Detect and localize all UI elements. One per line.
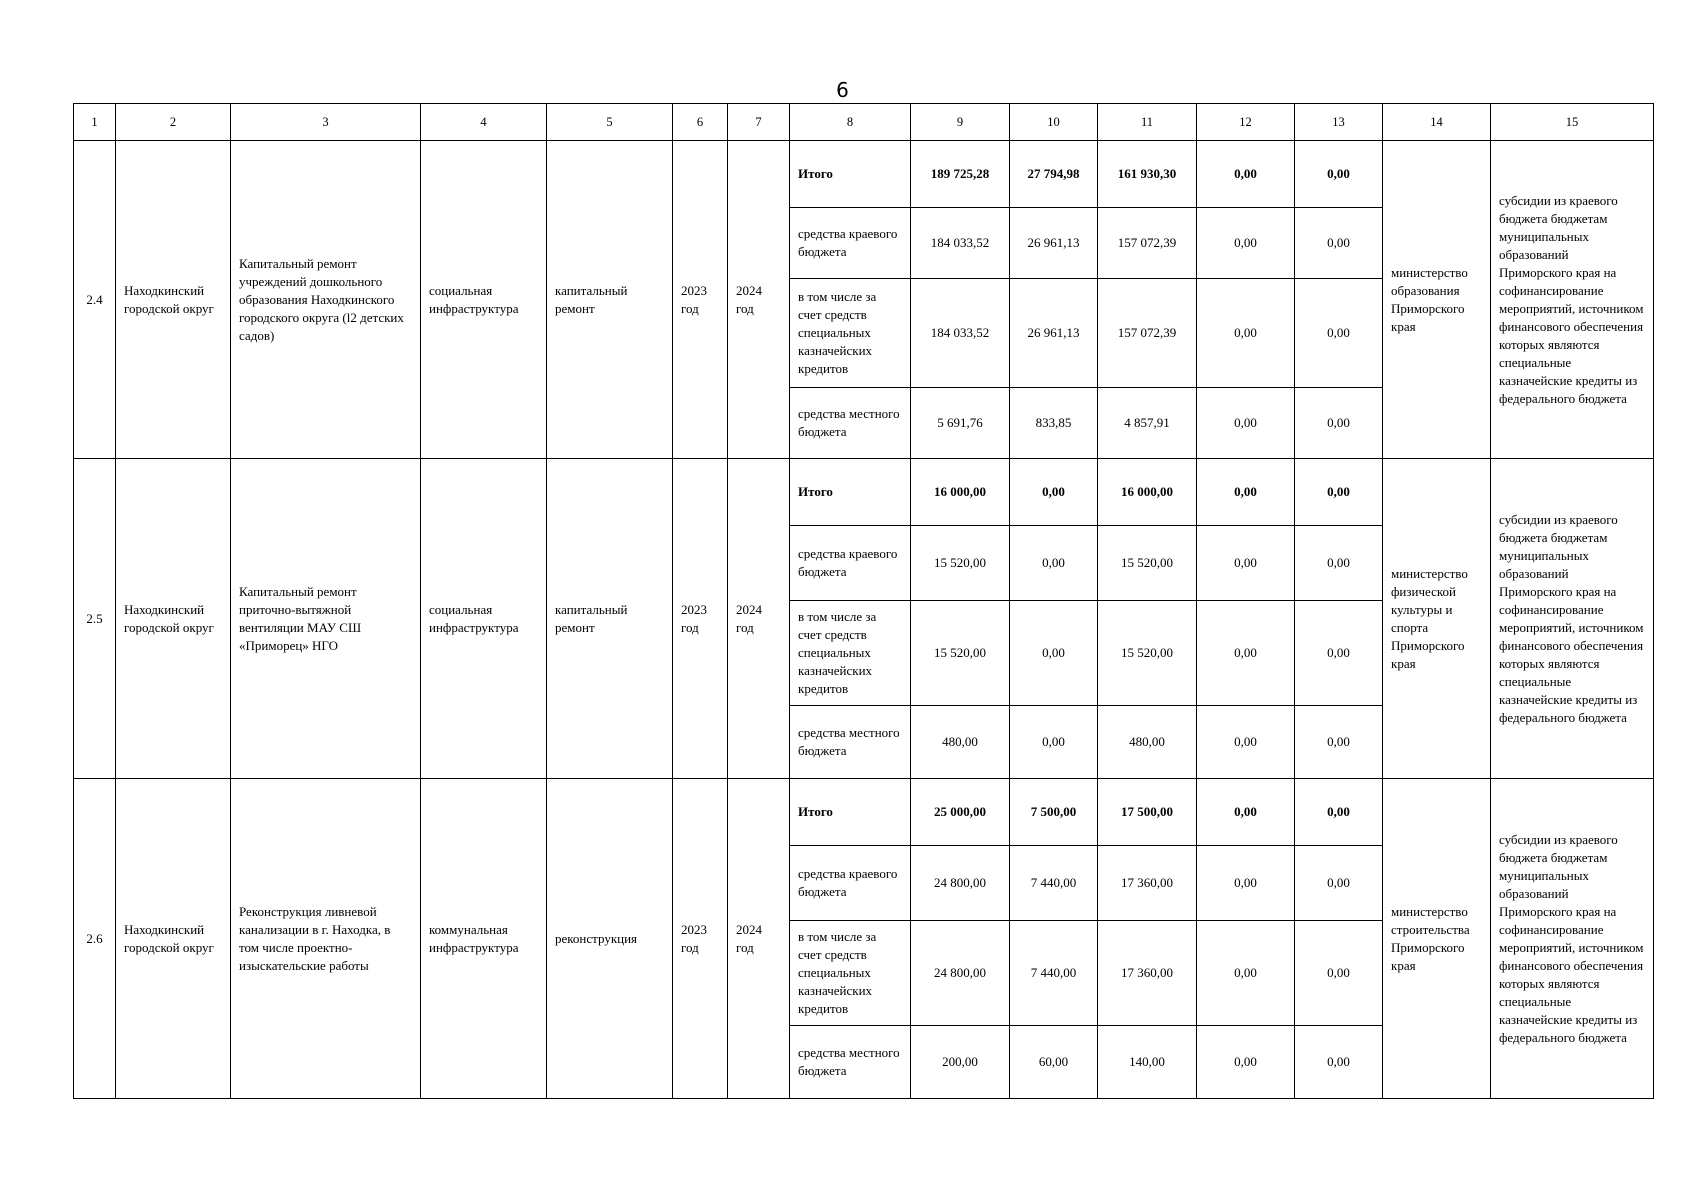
value-col-13: 0,00 <box>1295 921 1383 1026</box>
value-col-11: 140,00 <box>1098 1026 1197 1099</box>
value-col-10: 27 794,98 <box>1010 141 1098 208</box>
project-funding-source: субсидии из краевого бюджета бюджетам муниципальных образований Приморского края на софинансирование мероприятий, источником финансового обеспечения которых являются специальные казначейские кредиты из федерального бюджета <box>1491 459 1654 779</box>
value-col-10: 7 500,00 <box>1010 779 1098 846</box>
project-name: Капитальный ремонт приточно-вытяжной вентиляции МАУ СШ «Приморец» НГО <box>231 459 421 779</box>
project-funding-source: субсидии из краевого бюджета бюджетам муниципальных образований Приморского края на софинансирование мероприятий, источником финансового обеспечения которых являются специальные казначейские кредиты из федерального бюджета <box>1491 779 1654 1099</box>
value-col-11: 17 360,00 <box>1098 846 1197 921</box>
project-sector: социальная инфраструктура <box>421 141 547 459</box>
value-col-12: 0,00 <box>1197 459 1295 526</box>
value-col-9: 15 520,00 <box>911 601 1010 706</box>
value-col-13: 0,00 <box>1295 1026 1383 1099</box>
value-col-11: 16 000,00 <box>1098 459 1197 526</box>
value-col-12: 0,00 <box>1197 706 1295 779</box>
value-col-12: 0,00 <box>1197 141 1295 208</box>
value-col-11: 157 072,39 <box>1098 208 1197 279</box>
project-funding-source: субсидии из краевого бюджета бюджетам муниципальных образований Приморского края на софинансирование мероприятий, источником финансового обеспечения которых являются специальные казначейские кредиты из федерального бюджета <box>1491 141 1654 459</box>
funding-label: средства краевого бюджета <box>790 208 911 279</box>
value-col-9: 200,00 <box>911 1026 1010 1099</box>
value-col-9: 189 725,28 <box>911 141 1010 208</box>
project-ministry: министерство образования Приморского края <box>1383 141 1491 459</box>
table-row <box>74 779 1654 846</box>
value-col-9: 184 033,52 <box>911 279 1010 388</box>
value-col-9: 24 800,00 <box>911 921 1010 1026</box>
column-number: 6 <box>673 104 728 141</box>
column-number-row <box>74 104 1654 141</box>
funding-label: Итого <box>790 779 911 846</box>
value-col-9: 184 033,52 <box>911 208 1010 279</box>
project-start-year: 2023 год <box>673 779 728 1099</box>
column-number: 12 <box>1197 104 1295 141</box>
column-number: 8 <box>790 104 911 141</box>
value-col-9: 480,00 <box>911 706 1010 779</box>
column-number: 13 <box>1295 104 1383 141</box>
project-name: Капитальный ремонт учреждений дошкольного образования Находкинского городского округа (l2 детских садов) <box>231 141 421 459</box>
value-col-10: 833,85 <box>1010 388 1098 459</box>
value-col-13: 0,00 <box>1295 779 1383 846</box>
table-row <box>74 141 1654 208</box>
value-col-11: 4 857,91 <box>1098 388 1197 459</box>
value-col-12: 0,00 <box>1197 779 1295 846</box>
project-sector: коммунальная инфраструктура <box>421 779 547 1099</box>
page-number: 6 <box>836 78 849 102</box>
value-col-9: 25 000,00 <box>911 779 1010 846</box>
value-col-10: 7 440,00 <box>1010 921 1098 1026</box>
value-col-9: 5 691,76 <box>911 388 1010 459</box>
value-col-13: 0,00 <box>1295 706 1383 779</box>
value-col-10: 0,00 <box>1010 459 1098 526</box>
value-col-9: 24 800,00 <box>911 846 1010 921</box>
value-col-10: 0,00 <box>1010 526 1098 601</box>
value-col-13: 0,00 <box>1295 526 1383 601</box>
project-work-type: капитальный ремонт <box>547 141 673 459</box>
value-col-13: 0,00 <box>1295 388 1383 459</box>
project-id: 2.5 <box>74 459 116 779</box>
project-start-year: 2023 год <box>673 141 728 459</box>
funding-label: средства краевого бюджета <box>790 526 911 601</box>
column-number: 10 <box>1010 104 1098 141</box>
value-col-12: 0,00 <box>1197 921 1295 1026</box>
value-col-12: 0,00 <box>1197 208 1295 279</box>
value-col-12: 0,00 <box>1197 279 1295 388</box>
value-col-10: 7 440,00 <box>1010 846 1098 921</box>
project-district: Находкинский городской округ <box>116 141 231 459</box>
project-sector: социальная инфраструктура <box>421 459 547 779</box>
value-col-10: 60,00 <box>1010 1026 1098 1099</box>
value-col-13: 0,00 <box>1295 601 1383 706</box>
project-work-type: реконструкция <box>547 779 673 1099</box>
table-row <box>74 459 1654 526</box>
column-number: 5 <box>547 104 673 141</box>
value-col-12: 0,00 <box>1197 526 1295 601</box>
value-col-10: 26 961,13 <box>1010 279 1098 388</box>
project-end-year: 2024 год <box>728 459 790 779</box>
funding-label: в том числе за счет средств специальных казначейских кредитов <box>790 601 911 706</box>
column-number: 3 <box>231 104 421 141</box>
project-district: Находкинский городской округ <box>116 779 231 1099</box>
column-number: 14 <box>1383 104 1491 141</box>
project-id: 2.6 <box>74 779 116 1099</box>
funding-label: средства местного бюджета <box>790 388 911 459</box>
value-col-10: 26 961,13 <box>1010 208 1098 279</box>
column-number: 11 <box>1098 104 1197 141</box>
column-number: 1 <box>74 104 116 141</box>
value-col-13: 0,00 <box>1295 141 1383 208</box>
funding-label: средства краевого бюджета <box>790 846 911 921</box>
value-col-11: 17 500,00 <box>1098 779 1197 846</box>
project-id: 2.4 <box>74 141 116 459</box>
value-col-13: 0,00 <box>1295 459 1383 526</box>
project-district: Находкинский городской округ <box>116 459 231 779</box>
value-col-11: 161 930,30 <box>1098 141 1197 208</box>
value-col-11: 17 360,00 <box>1098 921 1197 1026</box>
value-col-11: 15 520,00 <box>1098 601 1197 706</box>
value-col-11: 157 072,39 <box>1098 279 1197 388</box>
project-ministry: министерство физической культуры и спорта Приморского края <box>1383 459 1491 779</box>
column-number: 7 <box>728 104 790 141</box>
value-col-13: 0,00 <box>1295 208 1383 279</box>
value-col-12: 0,00 <box>1197 388 1295 459</box>
project-end-year: 2024 год <box>728 141 790 459</box>
value-col-10: 0,00 <box>1010 706 1098 779</box>
value-col-11: 480,00 <box>1098 706 1197 779</box>
funding-label: средства местного бюджета <box>790 1026 911 1099</box>
project-end-year: 2024 год <box>728 779 790 1099</box>
value-col-9: 15 520,00 <box>911 526 1010 601</box>
funding-label: в том числе за счет средств специальных казначейских кредитов <box>790 279 911 388</box>
project-start-year: 2023 год <box>673 459 728 779</box>
funding-label: средства местного бюджета <box>790 706 911 779</box>
value-col-12: 0,00 <box>1197 846 1295 921</box>
value-col-13: 0,00 <box>1295 846 1383 921</box>
project-work-type: капитальный ремонт <box>547 459 673 779</box>
column-number: 9 <box>911 104 1010 141</box>
project-name: Реконструкция ливневой канализации в г. Находка, в том числе проектно-изыскательские работы <box>231 779 421 1099</box>
column-number: 2 <box>116 104 231 141</box>
funding-label: Итого <box>790 141 911 208</box>
column-number: 15 <box>1491 104 1654 141</box>
value-col-12: 0,00 <box>1197 1026 1295 1099</box>
value-col-10: 0,00 <box>1010 601 1098 706</box>
value-col-13: 0,00 <box>1295 279 1383 388</box>
column-number: 4 <box>421 104 547 141</box>
funding-label: в том числе за счет средств специальных казначейских кредитов <box>790 921 911 1026</box>
value-col-11: 15 520,00 <box>1098 526 1197 601</box>
value-col-12: 0,00 <box>1197 601 1295 706</box>
budget-table <box>73 103 1654 1099</box>
funding-label: Итого <box>790 459 911 526</box>
value-col-9: 16 000,00 <box>911 459 1010 526</box>
project-ministry: министерство строительства Приморского края <box>1383 779 1491 1099</box>
